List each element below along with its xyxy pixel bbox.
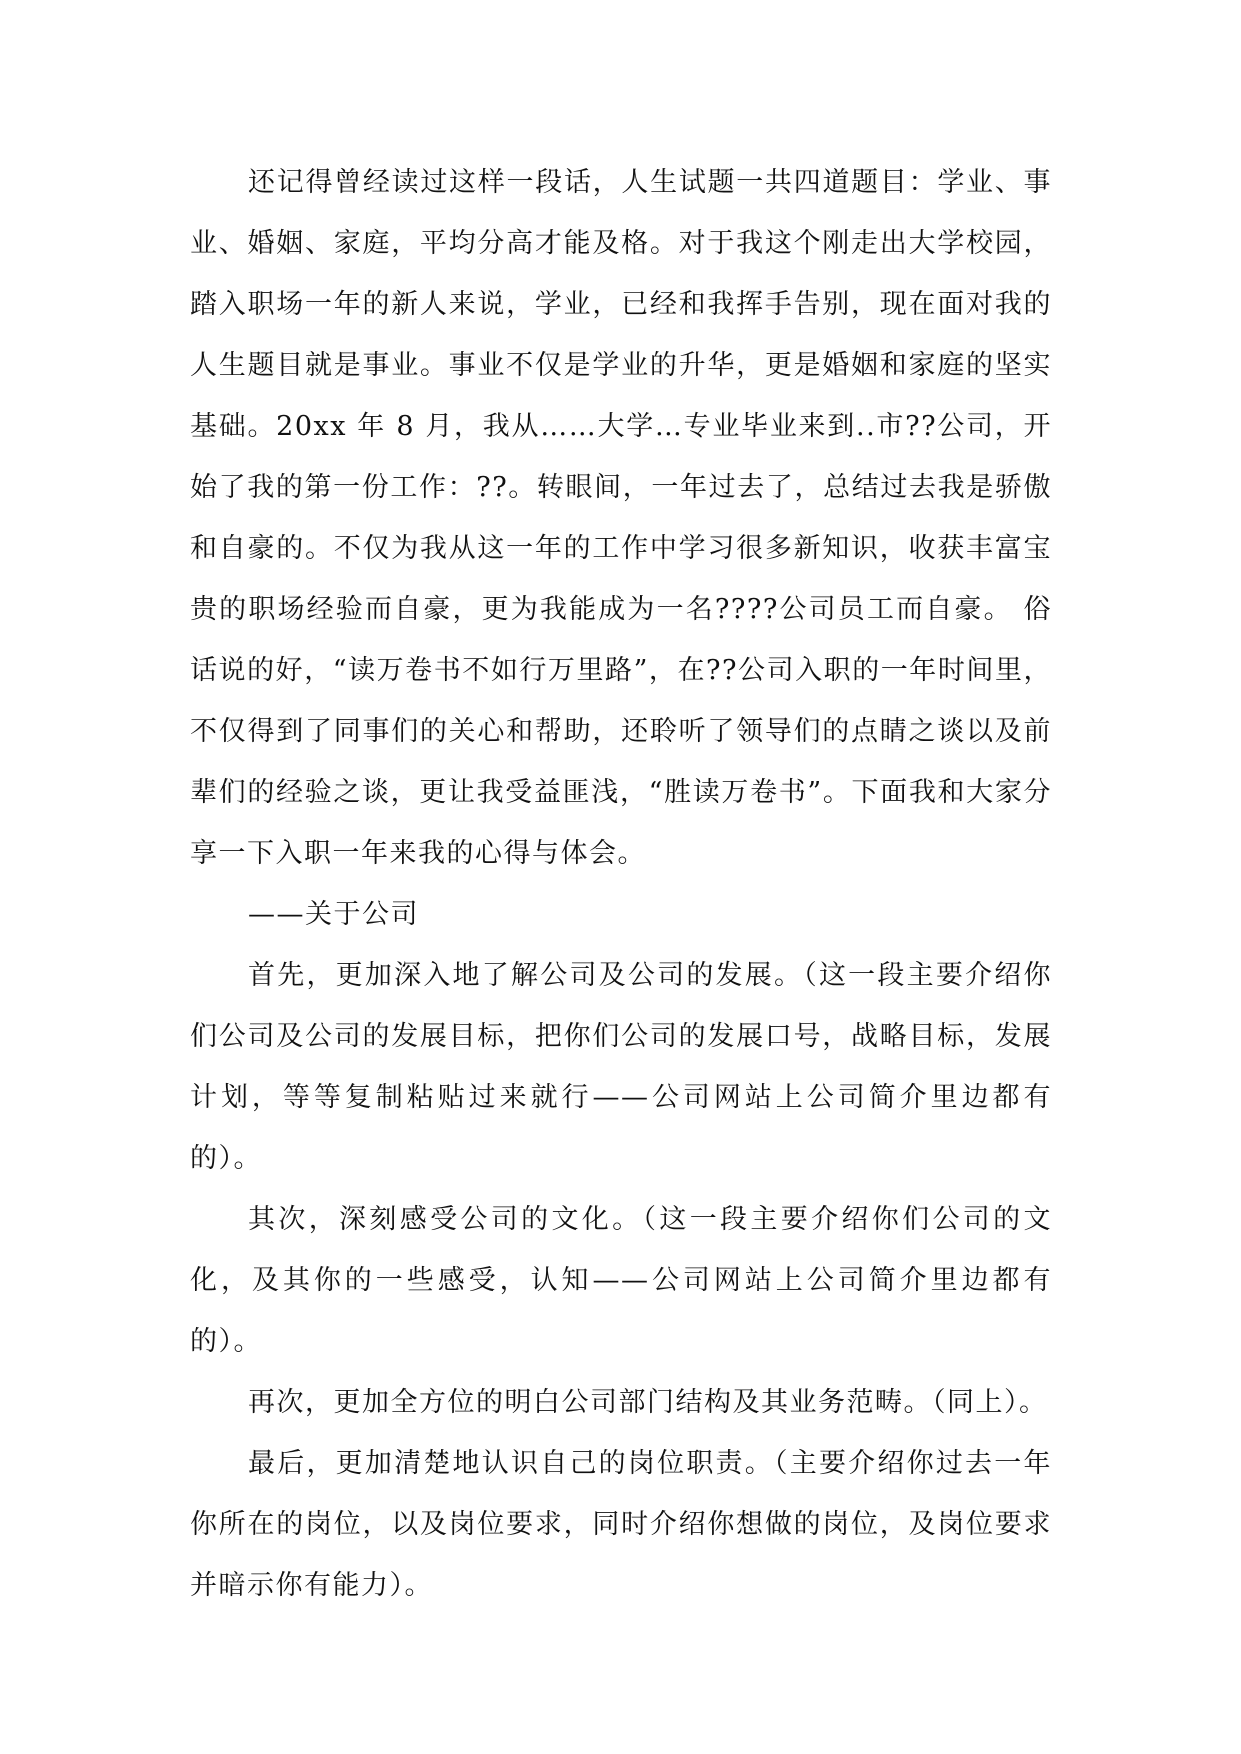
- section-heading-about-company: ——关于公司: [248, 899, 419, 930]
- paragraph-first: 首先，更加深入地了解公司及公司的发展。（这一段主要介绍你们公司及公司的发展目标，把你们公司的发展口号，战略目标，发展计划，等等复制粘贴过来就行——公司网站上公司简介里边都有的）。: [190, 960, 1052, 1174]
- intro-paragraph: 还记得曾经读过这样一段话，人生试题一共四道题目：学业、事业、婚姻、家庭，平均分高才能及格。对于我这个刚走出大学校园，踏入职场一年的新人来说，学业，已经和我挥手告别，现在面对我的人生题目就是事业。事业不仅是学业的升华，更是婚姻和家庭的坚实基础。20xx 年 8 月，我从……大学…专业毕业来到..市??公司，开始了我的第一份工作：??。转眼间，一年过去了，总结过去我是骄傲和自豪的。不仅为我从这一年的工作中学习很多新知识，收获丰富宝贵的职场经验而自豪，更为我能成为一名????公司员工而自豪。 俗话说的好，“读万卷书不如行万里路”，在??公司入职的一年时间里，不仅得到了同事们的关心和帮助，还聆听了领导们的点睛之谈以及前辈们的经验之谈，更让我受益匪浅，“胜读万卷书”。下面我和大家分享一下入职一年来我的心得与体会。: [190, 167, 1052, 869]
- document-body: [190, 152, 1052, 1616]
- paragraph-second: 其次，深刻感受公司的文化。（这一段主要介绍你们公司的文化，及其你的一些感受，认知——公司网站上公司简介里边都有的）。: [190, 1204, 1052, 1357]
- paragraph-third: 再次，更加全方位的明白公司部门结构及其业务范畴。（同上）。: [248, 1387, 1048, 1418]
- paragraph-last: 最后，更加清楚地认识自己的岗位职责。（主要介绍你过去一年你所在的岗位，以及岗位要求，同时介绍你想做的岗位，及岗位要求并暗示你有能力）。: [190, 1448, 1052, 1601]
